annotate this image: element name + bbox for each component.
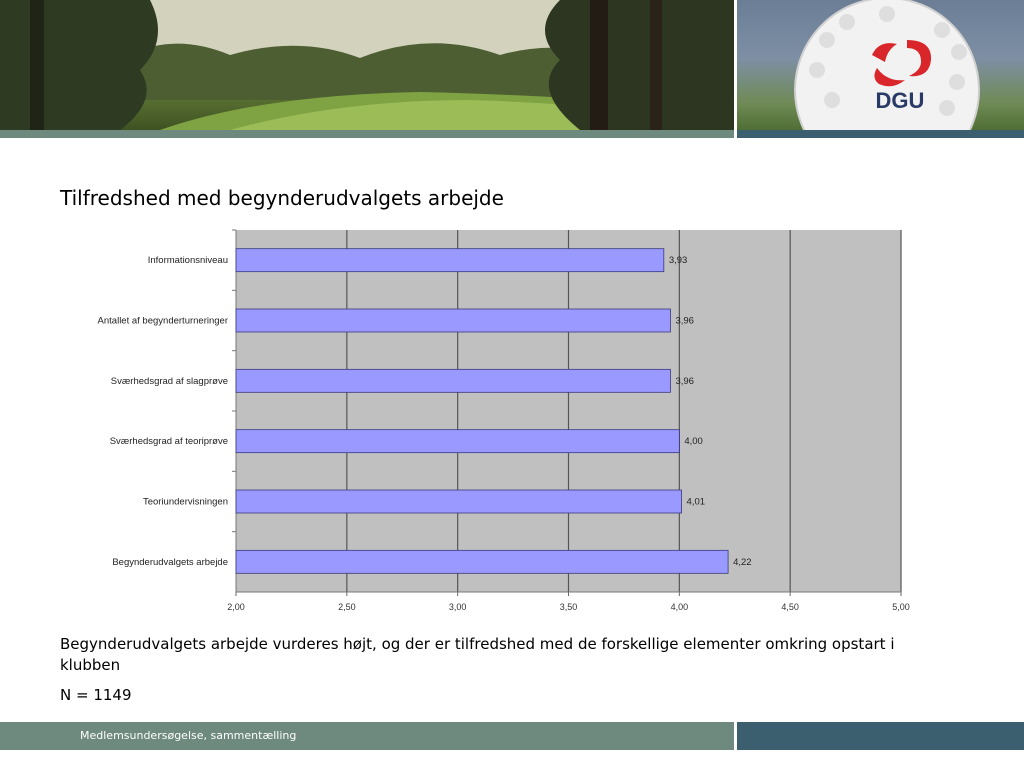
x-tick-label: 3,00 xyxy=(448,602,467,612)
bar xyxy=(236,369,670,392)
category-label: Sværhedsgrad af teoriprøve xyxy=(109,436,228,448)
category-label: Antallet af begynderturneringer xyxy=(97,315,228,327)
bar xyxy=(236,249,664,272)
summary-text: Begynderudvalgets arbejde vurderes højt, og der er tilfredshed med de forskellige elementer omkring opstart i klubben xyxy=(60,635,895,674)
footer-text: Medlemsundersøgelse, sammentælling xyxy=(80,729,297,742)
sample-size-label: N = 1149 xyxy=(60,686,132,704)
x-tick-label: 4,50 xyxy=(781,602,799,612)
bar xyxy=(236,430,679,453)
x-tick-label: 3,50 xyxy=(559,602,578,612)
bar xyxy=(236,550,728,573)
data-label: 3,93 xyxy=(668,255,688,267)
data-label: 4,01 xyxy=(686,496,706,508)
golf-course-illustration xyxy=(0,0,734,130)
header-strip-left xyxy=(0,130,734,138)
x-tick-label: 2,00 xyxy=(227,602,245,612)
logo-text: DGU xyxy=(875,88,925,113)
data-label: 3,96 xyxy=(675,375,694,387)
category-label: Informationsniveau xyxy=(147,255,228,267)
x-tick-label: 4,00 xyxy=(670,602,689,612)
header-photo-golf-ball xyxy=(737,0,1024,130)
data-label: 4,22 xyxy=(733,556,752,568)
x-tick-label: 5,00 xyxy=(892,602,910,612)
header-strip-right xyxy=(737,130,1024,138)
page-title: Tilfredshed med begynderudvalgets arbejde xyxy=(60,186,504,210)
header-photo-golf-course xyxy=(0,0,734,130)
bar xyxy=(236,309,670,332)
category-label: Sværhedsgrad af slagprøve xyxy=(110,375,228,387)
bar-chart xyxy=(0,220,1024,620)
footer-bar-right xyxy=(737,722,1024,750)
bar xyxy=(236,490,682,513)
data-label: 4,00 xyxy=(684,436,703,448)
golf-ball-logo xyxy=(737,0,1024,130)
data-label: 3,96 xyxy=(675,315,694,327)
category-label: Teoriundervisningen xyxy=(142,496,228,508)
category-label: Begynderudvalgets arbejde xyxy=(112,556,228,568)
x-tick-label: 2,50 xyxy=(338,602,356,612)
